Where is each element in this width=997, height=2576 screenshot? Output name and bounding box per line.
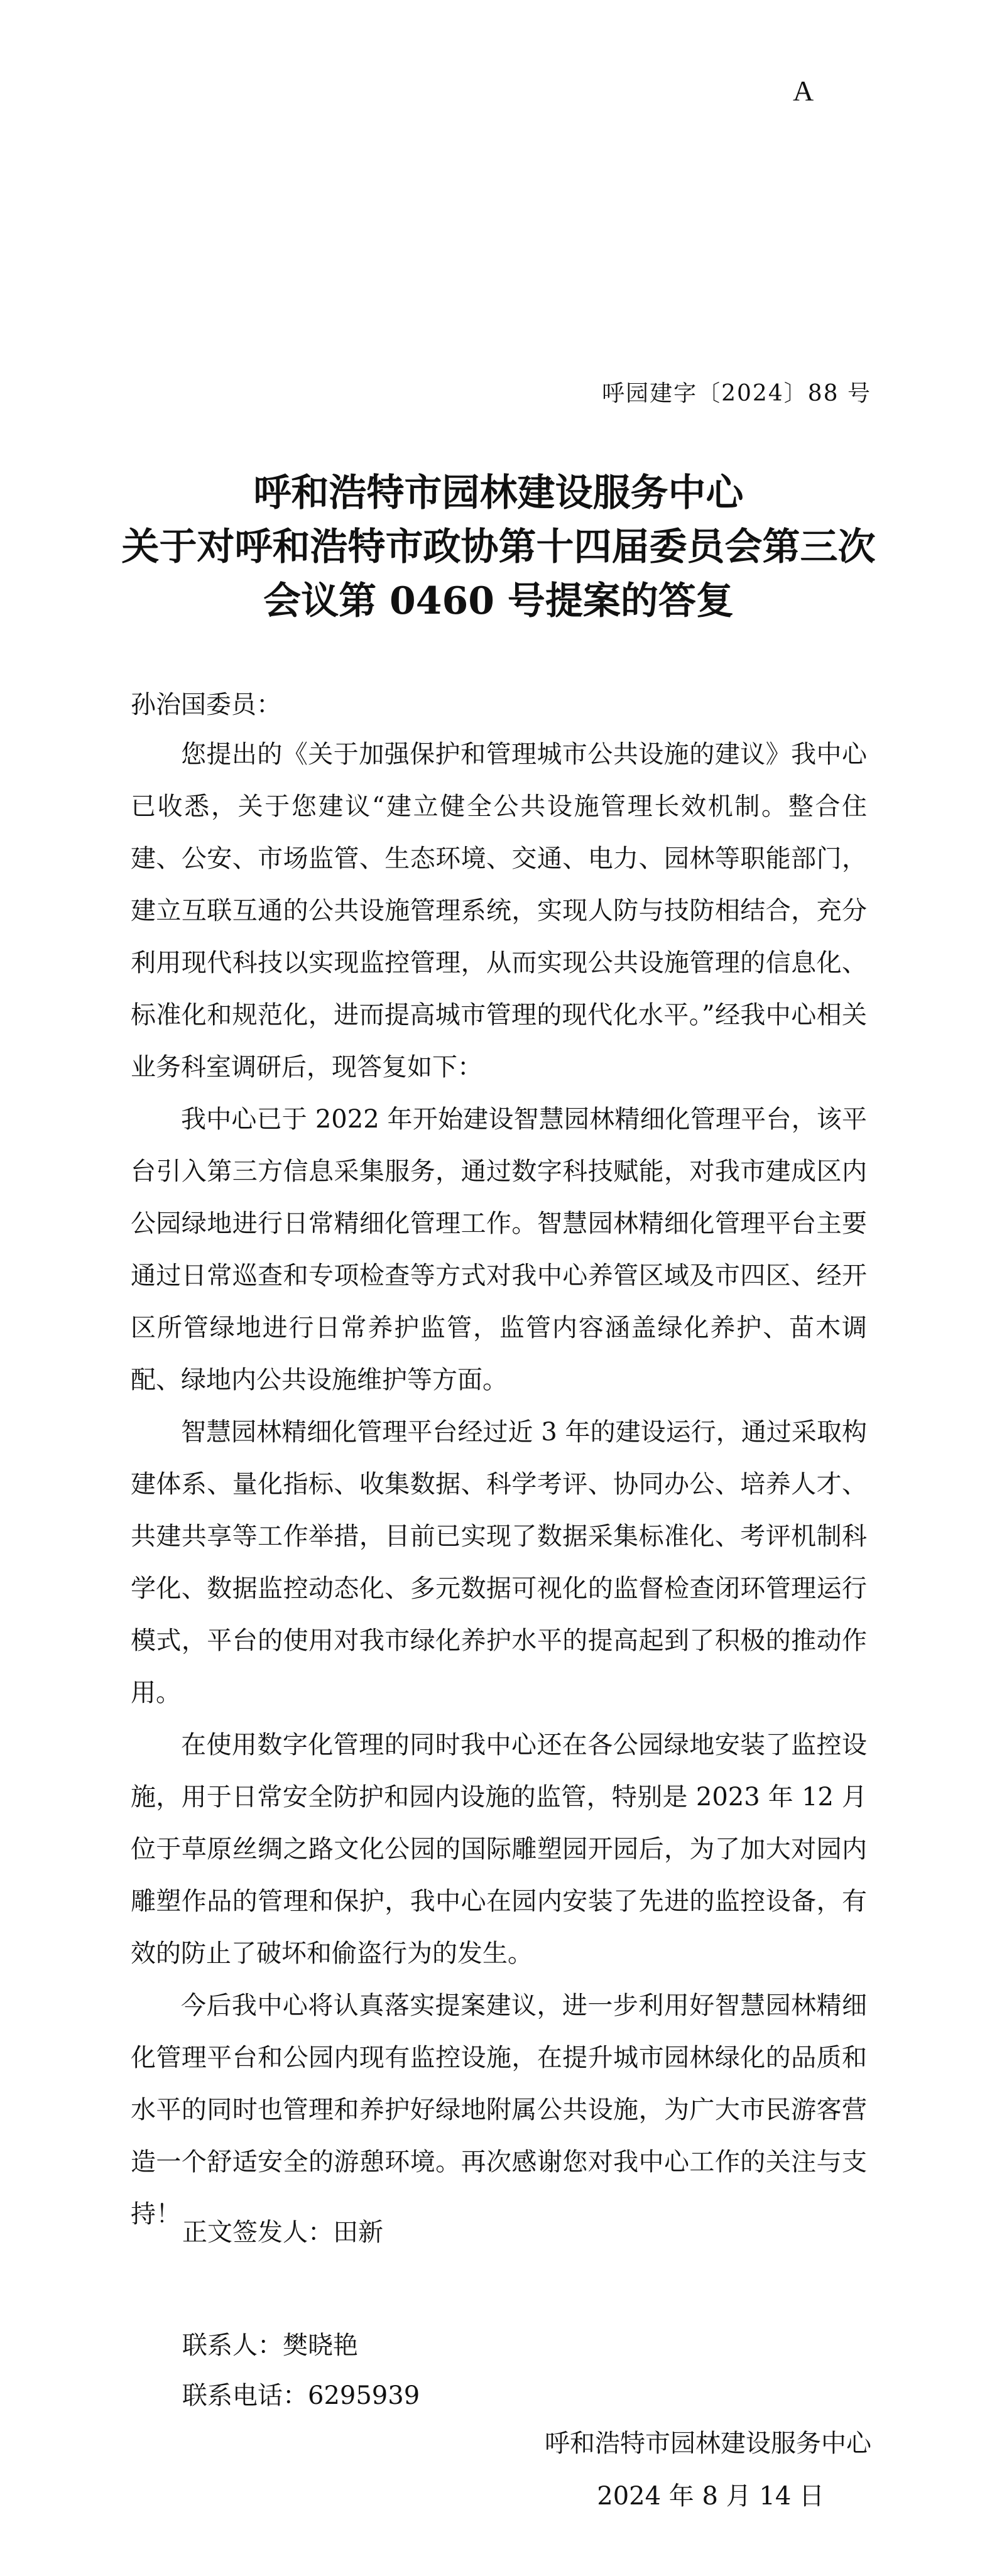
title-line: 关于对呼和浩特市政协第十四届委员会第三次	[121, 525, 876, 569]
body-paragraph: 您提出的《关于加强保护和管理城市公共设施的建议》我中心已收悉，关于您建议“建立健全公共设施管理长效机制。整合住建、公安、市场监管、生态环境、交通、电力、园林等职能部门，建立互联互通的公共设施管理系统，实现人防与技防相结合，充分利用现代科技以实现监控管理，从而实现公共设施管理的信息化、标准化和规范化，进而提高城市管理的现代化水平。”经我中心相关业务科室调研后，现答复如下：	[131, 740, 867, 1082]
grade-mark: A	[793, 75, 814, 107]
document-body	[131, 729, 867, 2241]
contact-person: 联系人：樊晓艳	[182, 2331, 358, 2360]
contact-phone: 联系电话：6295939	[182, 2381, 420, 2410]
issuing-organization: 呼和浩特市园林建设服务中心	[545, 2429, 871, 2458]
body-paragraph: 今后我中心将认真落实提案建议，进一步利用好智慧园林精细化管理平台和公园内现有监控设施，在提升城市园林绿化的品质和水平的同时也管理和养护好绿地附属公共设施，为广大市民游客营造一个舒适安全的游憩环境。再次感谢您对我中心工作的关注与支持！	[131, 1991, 867, 2229]
issue-date: 2024 年 8 月 14 日	[597, 2482, 824, 2511]
body-paragraph: 在使用数字化管理的同时我中心还在各公园绿地安装了监控设施，用于日常安全防护和园内设施的监管，特别是 2023 年 12 月位于草原丝绸之路文化公园的国际雕塑园开园后，为了加大对园内雕塑作品的管理和保护，我中心在园内安装了先进的监控设备，有效的防止了破坏和偷盗行为的发生。	[131, 1731, 867, 1968]
title-line: 呼和浩特市园林建设服务中心	[253, 471, 744, 515]
title-line: 会议第 0460 号提案的答复	[263, 579, 734, 623]
signer: 正文签发人：田新	[182, 2218, 383, 2247]
document-title	[0, 466, 997, 628]
body-paragraph: 我中心已于 2022 年开始建设智慧园林精细化管理平台，该平台引入第三方信息采集服务，通过数字科技赋能，对我市建成区内公园绿地进行日常精细化管理工作。智慧园林精细化管理平台主要通过日常巡查和专项检查等方式对我中心养管区域及市四区、经开区所管绿地进行日常养护监管，监管内容涵盖绿化养护、苗木调配、绿地内公共设施维护等方面。	[131, 1105, 867, 1394]
body-paragraph: 智慧园林精细化管理平台经过近 3 年的建设运行，通过采取构建体系、量化指标、收集数据、科学考评、协同办公、培养人才、共建共享等工作举措，目前已实现了数据采集标准化、考评机制科学化、数据监控动态化、多元数据可视化的监督检查闭环管理运行模式，平台的使用对我市绿化养护水平的提高起到了积极的推动作用。	[131, 1418, 867, 1707]
salutation: 孙治国委员：	[131, 690, 281, 719]
document-number: 呼园建字〔2024〕88 号	[602, 381, 871, 406]
